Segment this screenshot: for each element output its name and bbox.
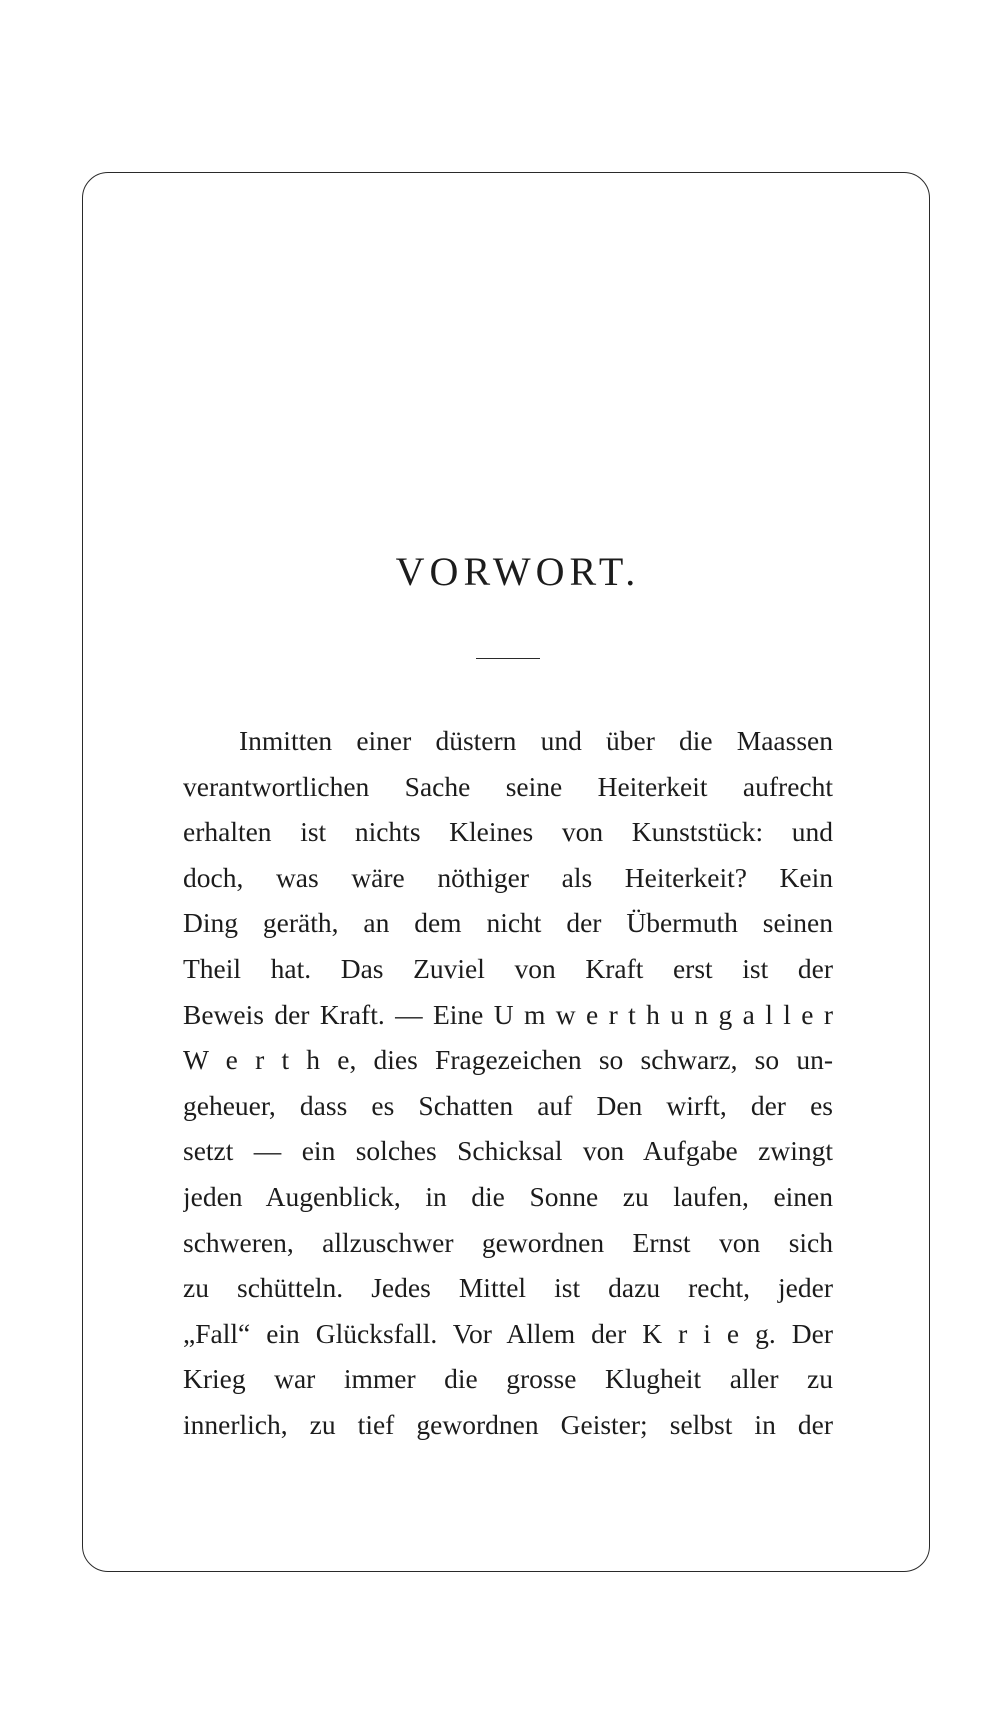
text-line: doch, was wäre nöthiger als Heiterkeit? Kein: [183, 861, 833, 893]
text-line: jeden Augenblick, in die Sonne zu laufen, einen: [183, 1180, 833, 1212]
text-line: Krieg war immer die grosse Klugheit aller zu: [183, 1363, 833, 1395]
text-line: setzt — ein solches Schicksal von Aufgabe zwingt: [183, 1135, 833, 1167]
text-line: Beweis der Kraft. — Eine U m w e r t h u n g a l l e r: [183, 998, 833, 1030]
text-line: „Fall“ ein Glücksfall. Vor Allem der K r i e g. Der: [183, 1317, 833, 1349]
text-line: Inmitten einer düstern und über die Maassen: [239, 725, 833, 756]
text-line: verantwortlichen Sache seine Heiterkeit aufrecht: [183, 770, 833, 802]
text-line: W e r t h e, dies Fragezeichen so schwarz, so un-: [183, 1044, 833, 1076]
text-line: geheuer, dass es Schatten auf Den wirft, der es: [183, 1089, 833, 1121]
heading-rule: [476, 658, 540, 659]
text-line: schweren, allzuschwer gewordnen Ernst von sich: [183, 1226, 833, 1258]
body-paragraph: [183, 718, 833, 1448]
text-line: Theil hat. Das Zuviel von Kraft erst ist der: [183, 952, 833, 984]
text-line: Ding geräth, an dem nicht der Übermuth seinen: [183, 907, 833, 939]
text-line: innerlich, zu tief gewordnen Geister; selbst in der: [183, 1408, 833, 1440]
page-heading: VORWORT.: [395, 549, 641, 594]
text-line: erhalten ist nichts Kleines von Kunststück: und: [183, 816, 833, 848]
text-line: zu schütteln. Jedes Mittel ist dazu recht, jeder: [183, 1272, 833, 1304]
